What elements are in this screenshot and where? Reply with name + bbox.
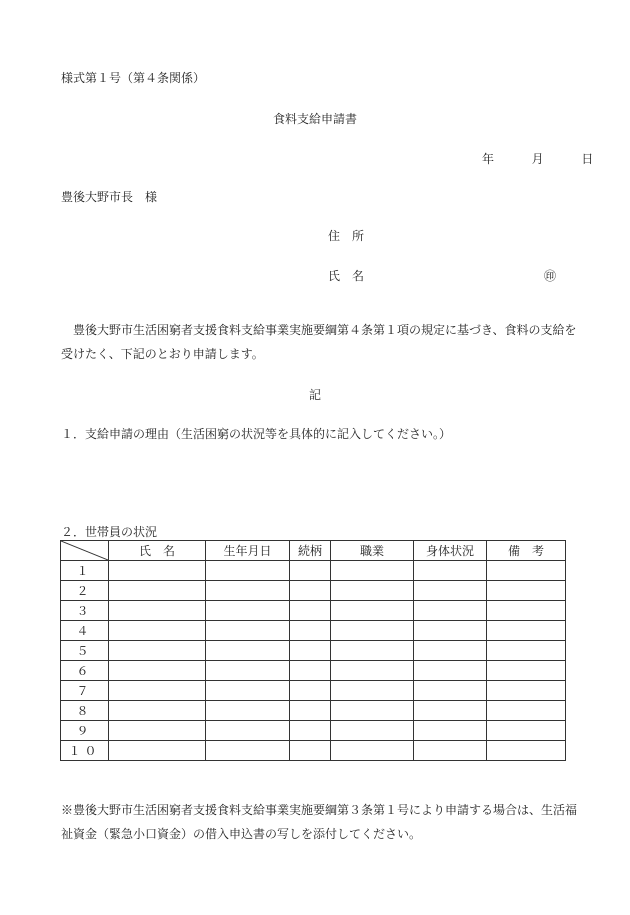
table-cell[interactable]: [487, 561, 566, 581]
table-cell[interactable]: [290, 721, 331, 741]
table-cell[interactable]: [206, 621, 290, 641]
form-number: 様式第１号（第４条関係）: [61, 71, 206, 85]
table-cell[interactable]: [414, 621, 487, 641]
row-number: ６: [61, 661, 109, 681]
table-cell[interactable]: [487, 601, 566, 621]
table-cell[interactable]: [206, 681, 290, 701]
table-cell[interactable]: [414, 721, 487, 741]
table-cell[interactable]: [290, 701, 331, 721]
table-cell[interactable]: [290, 641, 331, 661]
address-label: 住 所: [328, 229, 365, 243]
table-row: [61, 721, 566, 741]
table-cell[interactable]: [206, 721, 290, 741]
row-number: ８: [61, 701, 109, 721]
table-cell[interactable]: [331, 701, 414, 721]
table-cell[interactable]: [109, 681, 206, 701]
table-cell[interactable]: [109, 601, 206, 621]
table-cell[interactable]: [487, 621, 566, 641]
date-month-label: 月: [531, 152, 544, 166]
row-number: ３: [61, 601, 109, 621]
table-cell[interactable]: [331, 601, 414, 621]
table-row: [61, 681, 566, 701]
table-cell[interactable]: [487, 661, 566, 681]
row-number: １０: [61, 741, 109, 761]
table-cell[interactable]: [414, 701, 487, 721]
table-cell[interactable]: [487, 641, 566, 661]
table-row: [61, 661, 566, 681]
table-cell[interactable]: [487, 741, 566, 761]
table-cell[interactable]: [109, 721, 206, 741]
table-header-row: [61, 541, 566, 561]
table-cell[interactable]: [290, 741, 331, 761]
table-row: [61, 601, 566, 621]
column-header: 生年月日: [206, 541, 290, 561]
table-cell[interactable]: [290, 621, 331, 641]
table-row: [61, 641, 566, 661]
table-row: [61, 621, 566, 641]
table-cell[interactable]: [331, 661, 414, 681]
table-cell[interactable]: [487, 721, 566, 741]
table-cell[interactable]: [331, 721, 414, 741]
table-row: [61, 741, 566, 761]
table-cell[interactable]: [331, 561, 414, 581]
document-title: 食料支給申請書: [272, 112, 357, 126]
seal-mark: ㊞: [544, 269, 557, 283]
table-cell[interactable]: [109, 741, 206, 761]
table-cell[interactable]: [331, 741, 414, 761]
table-cell[interactable]: [487, 701, 566, 721]
table-cell[interactable]: [109, 661, 206, 681]
table-cell[interactable]: [290, 601, 331, 621]
row-number: ４: [61, 621, 109, 641]
attachment-note: ※豊後大野市生活困窮者支援食料支給事業実施要綱第３条第１号により申請する場合は、生活福祉資金（緊急小口資金）の借入申込書の写しを添付してください。: [61, 803, 578, 841]
table-row: [61, 561, 566, 581]
table-cell[interactable]: [290, 681, 331, 701]
table-cell[interactable]: [331, 641, 414, 661]
table-cell[interactable]: [331, 681, 414, 701]
table-cell[interactable]: [290, 661, 331, 681]
ki-heading: 記: [308, 388, 321, 402]
date-year-label: 年: [482, 152, 495, 166]
row-number: ７: [61, 681, 109, 701]
table-cell[interactable]: [487, 581, 566, 601]
household-members-table: [60, 540, 566, 761]
table-cell[interactable]: [109, 561, 206, 581]
section-1-reason: １．支給申請の理由（生活困窮の状況等を具体的に記入してください。）: [61, 427, 452, 441]
table-cell[interactable]: [206, 641, 290, 661]
table-cell[interactable]: [414, 741, 487, 761]
date-line: [482, 150, 593, 167]
table-cell[interactable]: [414, 641, 487, 661]
name-label: 氏 名: [328, 269, 365, 283]
table-cell[interactable]: [206, 741, 290, 761]
table-cell[interactable]: [290, 561, 331, 581]
section-2-household: ２．世帯員の状況: [61, 525, 158, 539]
table-cell[interactable]: [206, 581, 290, 601]
application-statement: 豊後大野市生活困窮者支援食料支給事業実施要綱第４条第１項の規定に基づき、食料の支給を受けたく、下記のとおり申請します。: [61, 323, 577, 361]
row-number: ５: [61, 641, 109, 661]
row-number: ９: [61, 721, 109, 741]
column-header: 氏 名: [109, 541, 206, 561]
addressee: 豊後大野市長 様: [61, 190, 158, 204]
table-cell[interactable]: [206, 661, 290, 681]
table-cell[interactable]: [109, 701, 206, 721]
table-cell[interactable]: [414, 601, 487, 621]
table-cell[interactable]: [414, 581, 487, 601]
table-cell[interactable]: [414, 681, 487, 701]
diagonal-corner-cell: [61, 541, 109, 561]
table-row: [61, 581, 566, 601]
table-row: [61, 701, 566, 721]
table-cell[interactable]: [109, 641, 206, 661]
table-cell[interactable]: [331, 621, 414, 641]
table-cell[interactable]: [414, 661, 487, 681]
column-header: 続柄: [290, 541, 331, 561]
column-header: 備 考: [487, 541, 566, 561]
row-number: ２: [61, 581, 109, 601]
table-cell[interactable]: [206, 561, 290, 581]
table-cell[interactable]: [206, 601, 290, 621]
table-cell[interactable]: [109, 581, 206, 601]
table-cell[interactable]: [331, 581, 414, 601]
row-number: １: [61, 561, 109, 581]
column-header: 身体状況: [414, 541, 487, 561]
date-day-label: 日: [581, 152, 594, 166]
table-cell[interactable]: [206, 701, 290, 721]
table-cell[interactable]: [290, 581, 331, 601]
table-cell[interactable]: [487, 681, 566, 701]
table-cell[interactable]: [414, 561, 487, 581]
table-cell[interactable]: [109, 621, 206, 641]
column-header: 職業: [331, 541, 414, 561]
